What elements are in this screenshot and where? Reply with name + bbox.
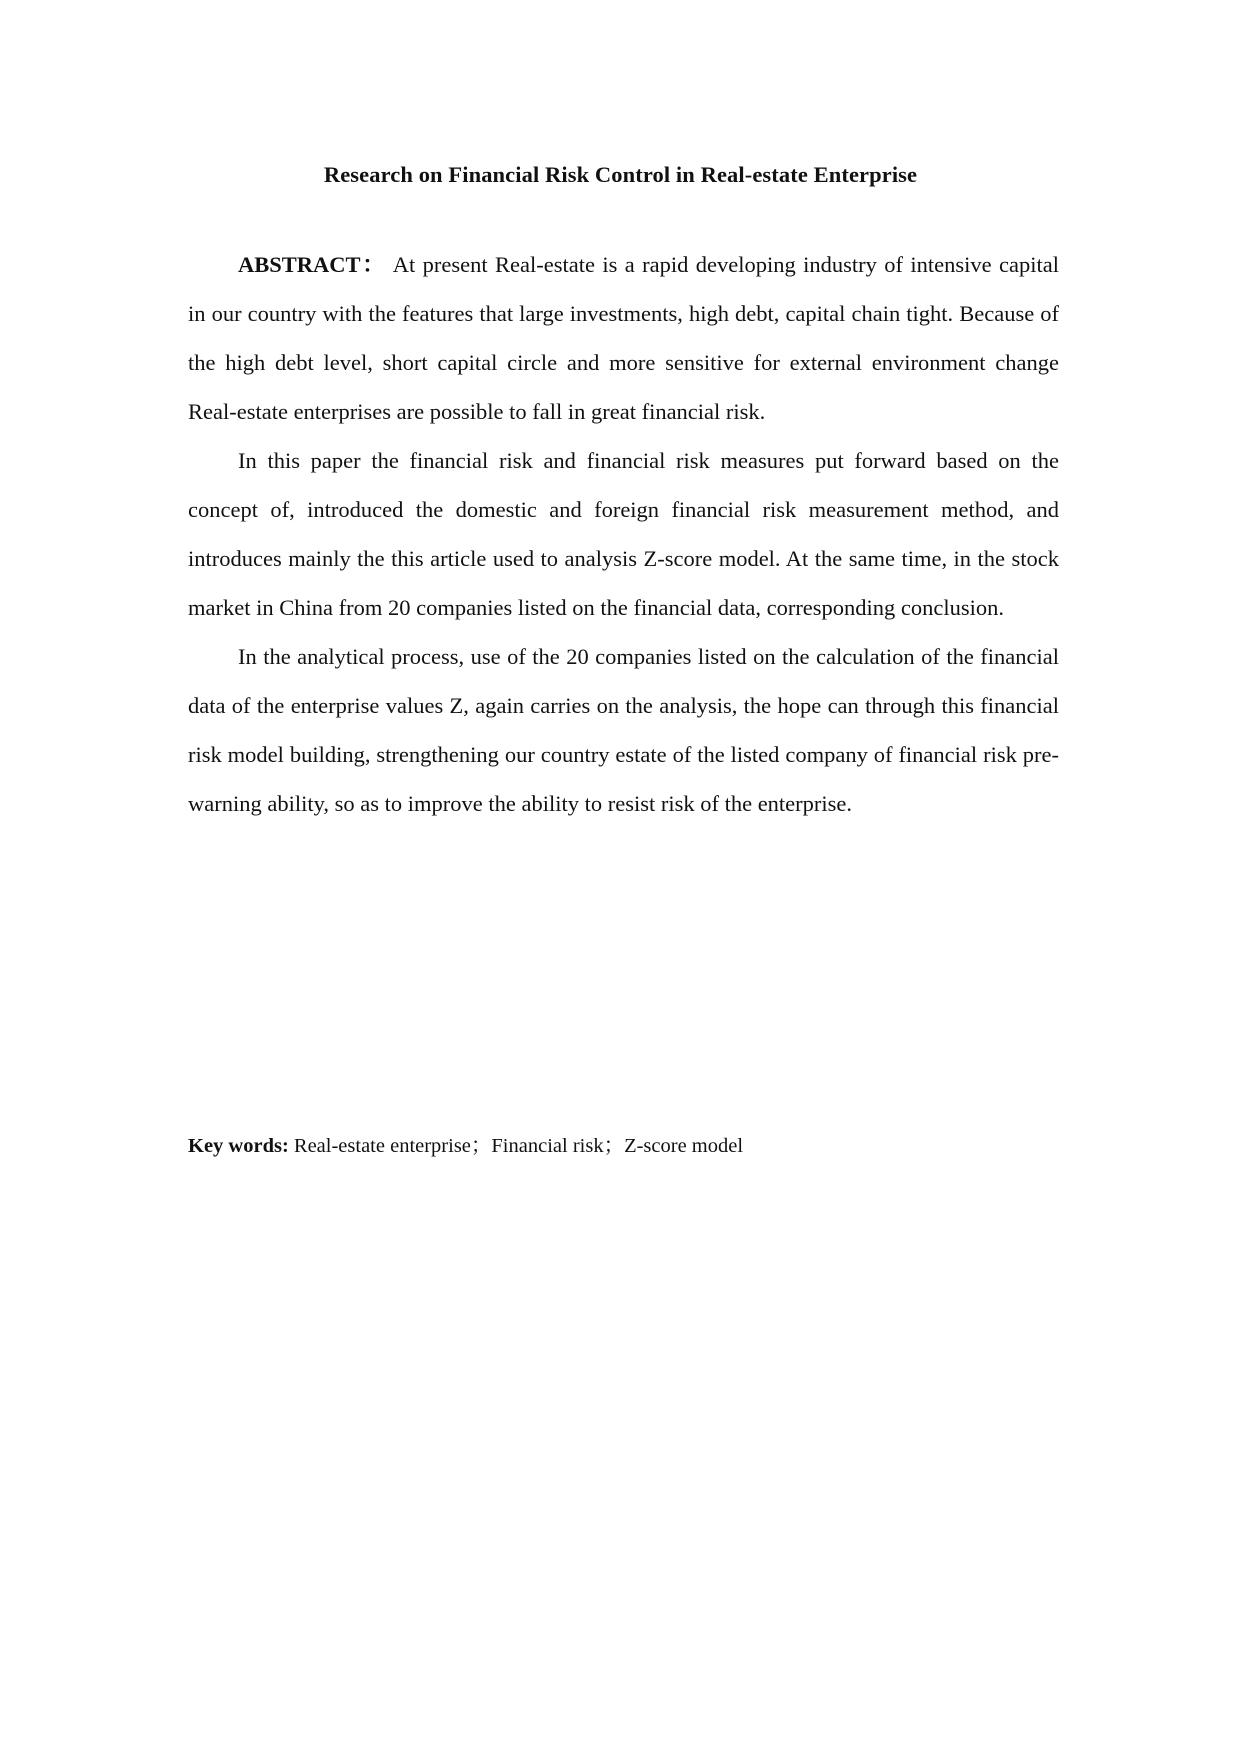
keywords-text: Real-estate enterprise；Financial risk；Z-score model: [293, 1135, 744, 1157]
page-title: Research on Financial Risk Control in Real-estate Enterprise: [323, 162, 918, 187]
abstract-paragraph-1-text: At present Real-estate is a rapid developing industry of intensive capital in our country with the features that large investments, high debt, capital chain tight. Because of the high debt level, short capital circle and more sensitive for external environment change Real-estate enterprises are possible to fall in great financial risk.: [188, 252, 1059, 424]
keywords-label: Key words:: [188, 1135, 289, 1157]
abstract-section: [188, 240, 1059, 828]
keywords-line: [188, 1131, 1059, 1161]
abstract-paragraph-3: In the analytical process, use of the 20 companies listed on the calculation of the financial data of the enterprise values Z, again carries on the analysis, the hope can through this financial risk model building, strengthening our country estate of the listed company of financial risk pre-warning ability, so as to improve the ability to resist risk of the enterprise.: [188, 644, 1059, 816]
abstract-label: ABSTRACT：: [238, 252, 387, 277]
abstract-paragraph-2: In this paper the financial risk and financial risk measures put forward based on the concept of, introduced the domestic and foreign financial risk measurement method, and introduces mainly the this article used to analysis Z-score model. At the same time, in the stock market in China from 20 companies listed on the financial data, corresponding conclusion.: [188, 448, 1059, 620]
abstract-paragraph-1: [188, 240, 1059, 436]
